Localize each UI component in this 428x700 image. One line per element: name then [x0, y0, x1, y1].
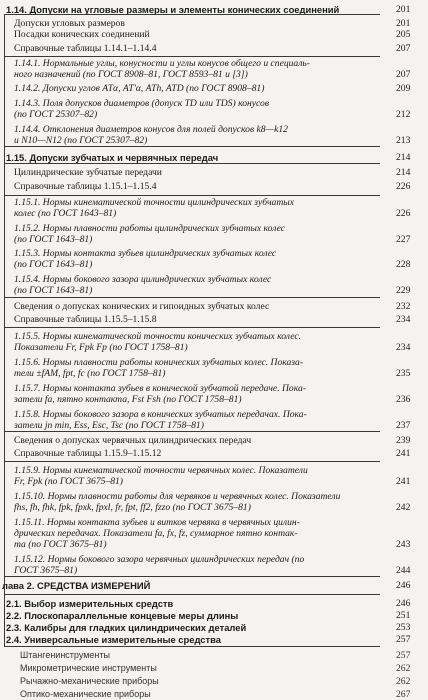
toc-entry-page: 267 [396, 689, 411, 700]
toc-entry-title: колес (по ГОСТ 1643–81) [14, 208, 117, 219]
toc-entry-page: 235 [396, 368, 411, 379]
toc-entry-title: 1.15.8. Нормы бокового зазора в конических зубчатых передачах. Пока- [14, 409, 307, 420]
toc-entry [14, 109, 411, 120]
toc-entry-page: 212 [396, 109, 411, 120]
toc-entry [14, 274, 271, 285]
toc-entry-title: 1.15.10. Нормы плавности работы для червяков и червячных колес. Показатели [14, 491, 341, 502]
toc-entry-page: 257 [396, 650, 411, 661]
toc-entry-title: Рычажно-механические приборы [20, 676, 159, 686]
toc-entry-title: Справочные таблицы 1.15.9–1.15.12 [14, 448, 162, 459]
horizontal-rule [4, 163, 380, 164]
toc-entry-page: 234 [396, 314, 411, 325]
toc-entry [14, 248, 276, 259]
toc-entry [14, 181, 411, 192]
toc-entry-title: 1.15.12. Нормы бокового зазора червячных цилиндрических передач (по [14, 554, 305, 565]
toc-entry-page: 241 [396, 476, 411, 487]
horizontal-rule [4, 594, 380, 595]
toc-entry-title: Штангенинструменты [20, 650, 110, 660]
toc-entry-page: 209 [396, 83, 411, 94]
toc-entry-page: 242 [396, 502, 411, 513]
toc-entry-page: 239 [396, 435, 411, 446]
toc-entry [14, 285, 411, 296]
toc-entry-title: дрических передачах. Показатели fa, fx, fz, суммарное пятно контак- [14, 528, 298, 539]
horizontal-rule [4, 146, 380, 147]
toc-entry-title: 1.15.3. Нормы контакта зубьев цилиндрических зубчатых колес [14, 248, 277, 259]
toc-entry-page: 213 [396, 135, 411, 146]
toc-entry [14, 331, 301, 342]
toc-entry [14, 435, 411, 446]
toc-entry-title: ГОСТ 3675–81) [14, 565, 78, 576]
toc-entry [14, 491, 340, 502]
toc-entry [14, 98, 269, 109]
toc-entry-title: 1.14.3. Поля допусков диаметров (допуск TD или TDS) конусов [14, 98, 269, 109]
toc-entry-page: 251 [396, 610, 411, 621]
toc-entry-title: Допуски угловых размеров [14, 18, 125, 29]
toc-entry-title: Сведения о допусках червячных цилиндрических передач [14, 435, 252, 446]
toc-entry-page: 207 [396, 43, 411, 54]
toc-entry-page: 207 [396, 69, 411, 80]
toc-entry-title: Показатели Fr, Fpk Fp (по ГОСТ 1758–81) [14, 342, 188, 353]
toc-entry-title: лава 2. СРЕДСТВА ИЗМЕРЕНИЙ [2, 580, 151, 591]
toc-entry-page: 257 [396, 634, 411, 645]
toc-entry-title: 2.3. Калибры для гладких цилиндрических деталей [6, 622, 247, 633]
horizontal-rule [4, 461, 380, 462]
toc-entry [14, 394, 411, 405]
toc-entry [14, 208, 411, 219]
toc-entry [6, 622, 411, 633]
toc-entry [14, 554, 304, 565]
toc-entry [14, 167, 411, 178]
toc-entry-page: 246 [396, 598, 411, 609]
toc-entry-title: Микрометрические инструменты [20, 663, 157, 673]
toc-entry [20, 663, 411, 674]
toc-entry-title: fhs, fh, fhk, fpk, fpxk, fpxl, fr, fpt, ff2, fzzo (по ГОСТ 3675–81) [14, 502, 251, 513]
toc-entry-page: 243 [396, 539, 411, 550]
horizontal-rule [4, 195, 380, 196]
toc-entry-page: 244 [396, 565, 411, 576]
toc-entry [14, 43, 411, 54]
toc-entry-page: 227 [396, 234, 411, 245]
toc-entry [14, 357, 303, 368]
toc-entry-page: 236 [396, 394, 411, 405]
horizontal-rule [4, 297, 380, 298]
toc-entry [14, 29, 411, 40]
toc-entry [14, 409, 307, 420]
toc-entry [14, 135, 411, 146]
horizontal-rule [4, 431, 380, 432]
toc-entry-title: 1.15.7. Нормы контакта зубьев в конической зубчатой передаче. Пока- [14, 383, 306, 394]
toc-entry [14, 342, 411, 353]
toc-entry [14, 259, 411, 270]
toc-entry-title: (по ГОСТ 25307–82) [14, 109, 98, 120]
horizontal-rule [4, 14, 380, 15]
toc-entry [14, 301, 411, 312]
toc-entry-title: Справочные таблицы 1.14.1–1.14.4 [14, 43, 157, 54]
toc-entry-title: 1.15.5. Нормы кинематической точности конических зубчатых колес. [14, 331, 301, 342]
toc-entry [6, 598, 411, 609]
horizontal-rule [4, 576, 380, 577]
toc-entry [14, 565, 411, 576]
toc-entry-title: 1.15.11. Нормы контакта зубьев и витков червяка в червячных цилин- [14, 517, 300, 528]
toc-entry [14, 234, 411, 245]
toc-entry [14, 197, 294, 208]
toc-entry-page: 201 [396, 4, 411, 15]
toc-entry-title: Сведения о допусках конических и гипоидных зубчатых колес [14, 301, 270, 312]
toc-entry [20, 676, 411, 687]
toc-entry-page: 234 [396, 342, 411, 353]
toc-entry-page: 229 [396, 285, 411, 296]
toc-entry-title: 1.15.9. Нормы кинематической точности червячных колес. Показатели [14, 465, 308, 476]
toc-entry [14, 18, 411, 29]
toc-entry-title: 1.15.6. Нормы плавности работы конических зубчатых колес. Показа- [14, 357, 304, 368]
toc-entry-page: 232 [396, 301, 411, 312]
toc-entry-title: Оптико-механические приборы [20, 689, 151, 699]
toc-entry-page: 205 [396, 29, 411, 40]
toc-entry-title: та (по ГОСТ 3675–81) [14, 539, 107, 550]
toc-entry [14, 420, 411, 431]
toc-entry-title: Посадки конических соединений [14, 29, 150, 40]
toc-entry-page: 226 [396, 181, 411, 192]
toc-entry-title: 2.2. Плоскопараллельные концевые меры длины [6, 610, 239, 621]
toc-entry-page: 214 [396, 152, 411, 163]
toc-entry-title: затели jn min, Ess, Esc, Tsc (по ГОСТ 1758–81) [14, 420, 204, 431]
toc-entry-title: (по ГОСТ 1643–81) [14, 259, 93, 270]
toc-entry [14, 314, 411, 325]
toc-entry [20, 650, 411, 661]
toc-entry-title: Fr, Fpk (по ГОСТ 3675–81) [14, 476, 123, 487]
horizontal-rule [4, 56, 380, 57]
toc-entry-title: Справочные таблицы 1.15.5–1.15.8 [14, 314, 157, 325]
toc-entry-page: 201 [396, 18, 411, 29]
toc-entry-title: тели ±fAM, fpt, fc (по ГОСТ 1758–81) [14, 368, 166, 379]
toc-entry [6, 634, 411, 645]
toc-entry [14, 539, 411, 550]
horizontal-rule [4, 646, 380, 647]
toc-entry [2, 580, 411, 591]
toc-entry-title: 1.15. Допуски зубчатых и червячных передач [6, 152, 219, 163]
toc-entry-page: 253 [396, 622, 411, 633]
toc-entry-title: 2.1. Выбор измерительных средств [6, 598, 174, 609]
toc-entry [14, 223, 285, 234]
vertical-rule [4, 14, 5, 647]
toc-entry-page: 214 [396, 167, 411, 178]
toc-entry [14, 502, 411, 513]
toc-entry-title: 1.14.2. Допуски углов ATα, AT'α, ATh, ATD (по ГОСТ 8908–81) [14, 83, 265, 94]
toc-entry [14, 368, 411, 379]
toc-entry [14, 58, 310, 69]
toc-entry-title: 2.4. Универсальные измерительные средства [6, 634, 221, 645]
toc-entry-title: ного назначений (по ГОСТ 8908–81, ГОСТ 8593–81 и [3]) [14, 69, 248, 80]
toc-entry [14, 465, 308, 476]
horizontal-rule [4, 327, 380, 328]
toc-entry [6, 610, 411, 621]
toc-entry-title: затели fa, пятно контакта, Fst Fsh (по ГОСТ 1758–81) [14, 394, 242, 405]
toc-entry-title: 1.15.2. Нормы плавности работы цилиндрических зубчатых колес [14, 223, 286, 234]
toc-entry [14, 448, 411, 459]
toc-entry-page: 262 [396, 663, 411, 674]
toc-entry [14, 528, 298, 539]
toc-entry [14, 69, 411, 80]
toc-entry-title: 1.15.1. Нормы кинематической точности цилиндрических зубчатых [14, 197, 295, 208]
toc-entry-title: 1.14.4. Отклонения диаметров конусов для полей допусков k8—k12 [14, 124, 288, 135]
toc-entry [14, 383, 306, 394]
toc-entry [14, 83, 411, 94]
toc-entry-page: 237 [396, 420, 411, 431]
toc-entry-title: (по ГОСТ 1643–81) [14, 234, 93, 245]
toc-entry-title: 1.15.4. Нормы бокового зазора цилиндрических зубчатых колес [14, 274, 272, 285]
toc-entry-page: 241 [396, 448, 411, 459]
toc-entry [20, 689, 411, 700]
toc-entry [14, 517, 300, 528]
toc-entry-title: 1.14. Допуски на угловые размеры и элементы конических соединений [6, 4, 340, 15]
toc-entry-title: 1.14.1. Нормальные углы, конусности и углы конусов общего и специаль- [14, 58, 310, 69]
toc-entry-page: 228 [396, 259, 411, 270]
toc-entry-title: Справочные таблицы 1.15.1–1.15.4 [14, 181, 157, 192]
toc-entry-page: 226 [396, 208, 411, 219]
toc-entry [14, 124, 288, 135]
toc-entry-page: 262 [396, 676, 411, 687]
toc-entry-title: Цилиндрические зубчатые передачи [14, 167, 162, 178]
toc-entry-title: (по ГОСТ 1643–81) [14, 285, 93, 296]
toc-entry-page: 246 [396, 580, 411, 591]
toc-entry [6, 152, 411, 163]
toc-entry-title: и N10—N12 (по ГОСТ 25307–82) [14, 135, 148, 146]
toc-entry [14, 476, 411, 487]
